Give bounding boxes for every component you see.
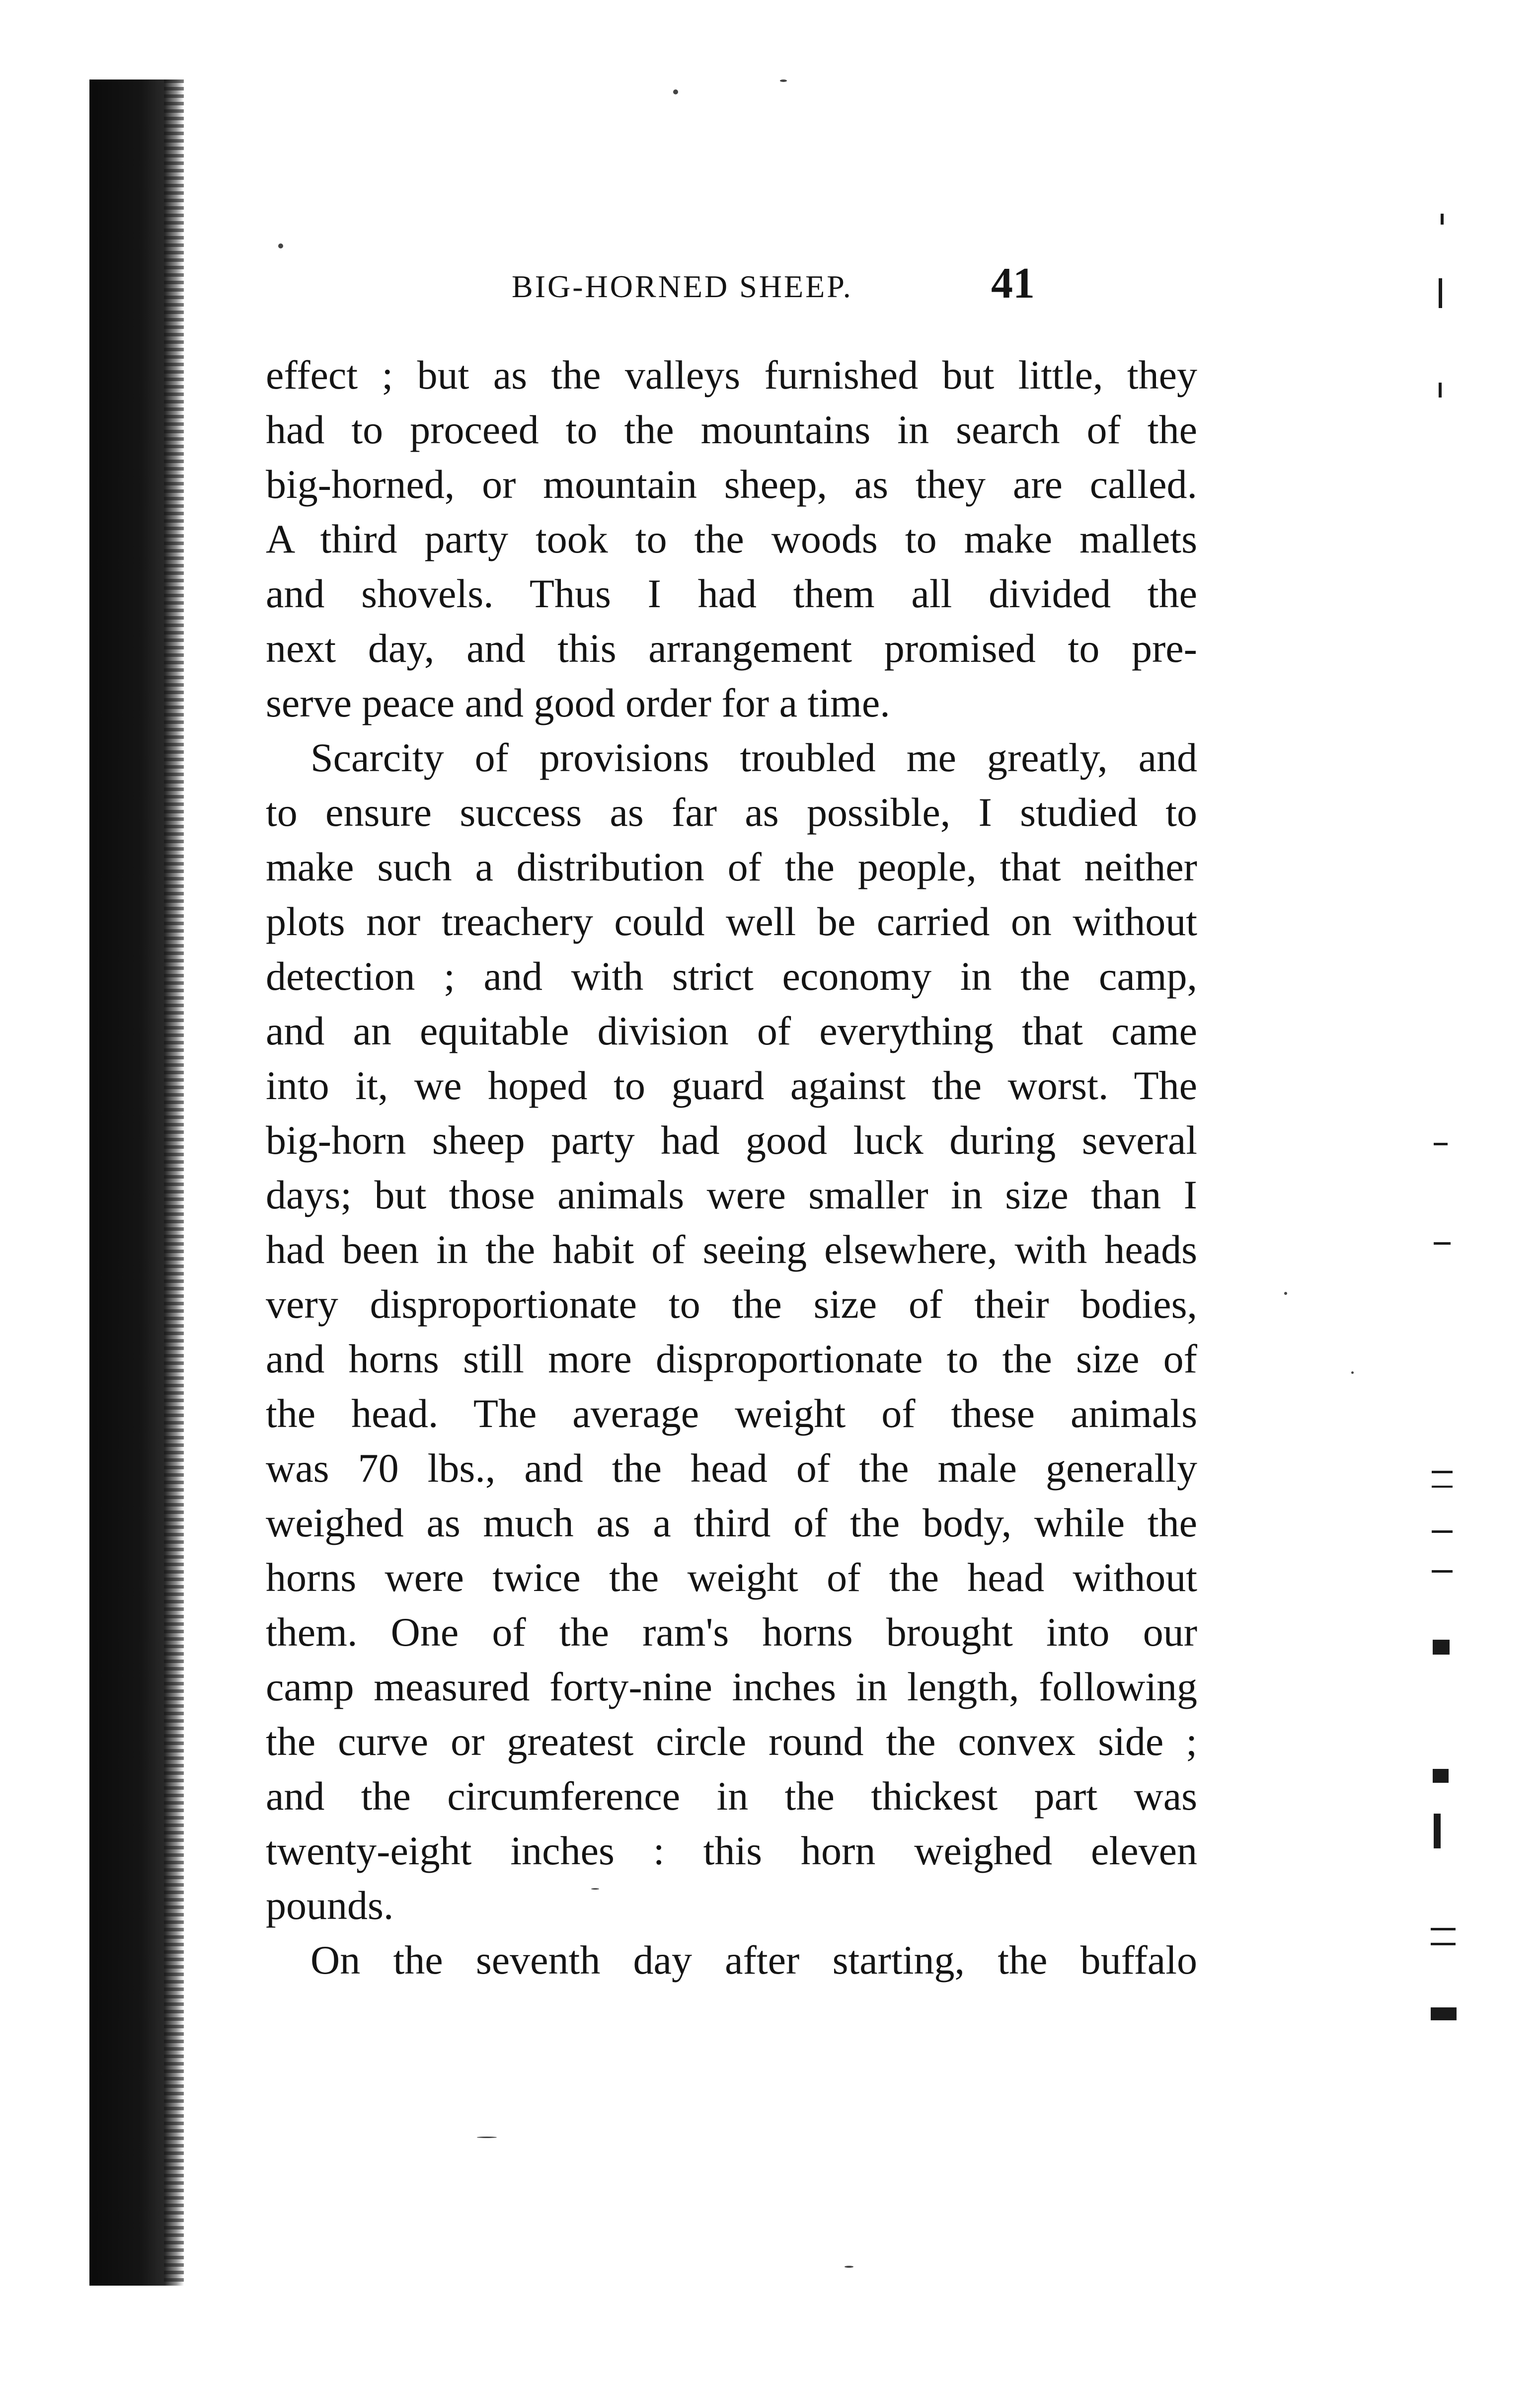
scan-mark [1431, 1928, 1456, 1930]
text-line: plots nor treachery could well be carried on without [266, 899, 1197, 944]
text-line: detection ; and with strict economy in the camp, [266, 954, 1197, 999]
scan-mark [1439, 383, 1442, 398]
text-line: weighed as much as a third of the body, while the [266, 1500, 1197, 1545]
scan-speck [278, 243, 283, 248]
scan-speck [780, 80, 787, 82]
text-line: very disproportionate to the size of their bodies, [266, 1281, 1197, 1327]
text-line: had to proceed to the mountains in search of the [266, 407, 1197, 452]
body-text [266, 348, 1197, 1988]
scan-mark [1433, 1640, 1450, 1655]
text-line: had been in the habit of seeing elsewhere, with heads [266, 1227, 1197, 1272]
scan-mark [1432, 1570, 1453, 1573]
text-line: big-horned, or mountain sheep, as they are called. [266, 462, 1197, 507]
text-line: pounds. [266, 1883, 394, 1928]
scan-mark [1433, 1769, 1449, 1783]
text-line: On the seventh day after starting, the buffalo [310, 1937, 1197, 1983]
text-line: big-horn sheep party had good luck during several [266, 1117, 1197, 1163]
text-line: and the circumference in the thickest part was [266, 1773, 1197, 1819]
scan-mark [1432, 1530, 1453, 1533]
scan-mark [1434, 1242, 1451, 1245]
binding-fray [164, 80, 184, 2286]
scan-speck [1351, 1371, 1354, 1374]
scan-mark [1434, 1814, 1441, 1848]
scan-speck [1284, 1292, 1287, 1295]
scan-speck [845, 2266, 853, 2268]
text-line: and horns still more disproportionate to the size of [266, 1336, 1197, 1381]
text-line: the head. The average weight of these animals [266, 1391, 1197, 1436]
text-line: effect ; but as the valleys furnished but little, they [266, 352, 1197, 398]
scan-mark [1432, 1471, 1453, 1473]
scan-speck [673, 89, 678, 94]
text-line: serve peace and good order for a time. [266, 680, 890, 725]
text-line: was 70 lbs., and the head of the male generally [266, 1445, 1197, 1491]
text-line: A third party took to the woods to make mallets [266, 516, 1197, 561]
text-line: days; but those animals were smaller in size than I [266, 1172, 1197, 1217]
running-header: BIG-HORNED SHEEP. [512, 269, 853, 304]
text-line: make such a distribution of the people, that neither [266, 844, 1197, 889]
text-line: the curve or greatest circle round the convex side ; [266, 1719, 1197, 1764]
scan-mark [1441, 214, 1444, 225]
scan-mark [1431, 2007, 1457, 2020]
text-line: them. One of the ram's horns brought into our [266, 1609, 1197, 1655]
text-line: and shovels. Thus I had them all divided the [266, 571, 1197, 616]
text-line: horns were twice the weight of the head without [266, 1555, 1197, 1600]
text-line: camp measured forty-nine inches in length, following [266, 1664, 1197, 1709]
scan-mark [1434, 1143, 1448, 1145]
scan-speck [591, 1888, 599, 1890]
text-line: next day, and this arrangement promised to pre- [266, 626, 1197, 671]
scan-speck [477, 2137, 497, 2138]
text-line: twenty-eight inches : this horn weighed eleven [266, 1828, 1197, 1873]
text-line: Scarcity of provisions troubled me greatly, and [310, 735, 1197, 780]
scan-mark [1432, 1486, 1453, 1488]
text-line: to ensure success as far as possible, I studied to [266, 790, 1197, 835]
text-line: into it, we hoped to guard against the worst. The [266, 1063, 1197, 1108]
scan-mark [1431, 1943, 1456, 1945]
text-line: and an equitable division of everything that came [266, 1008, 1197, 1053]
scan-edge-marks [1431, 0, 1530, 2388]
page-number: 41 [991, 259, 1035, 308]
scan-mark [1439, 278, 1442, 308]
